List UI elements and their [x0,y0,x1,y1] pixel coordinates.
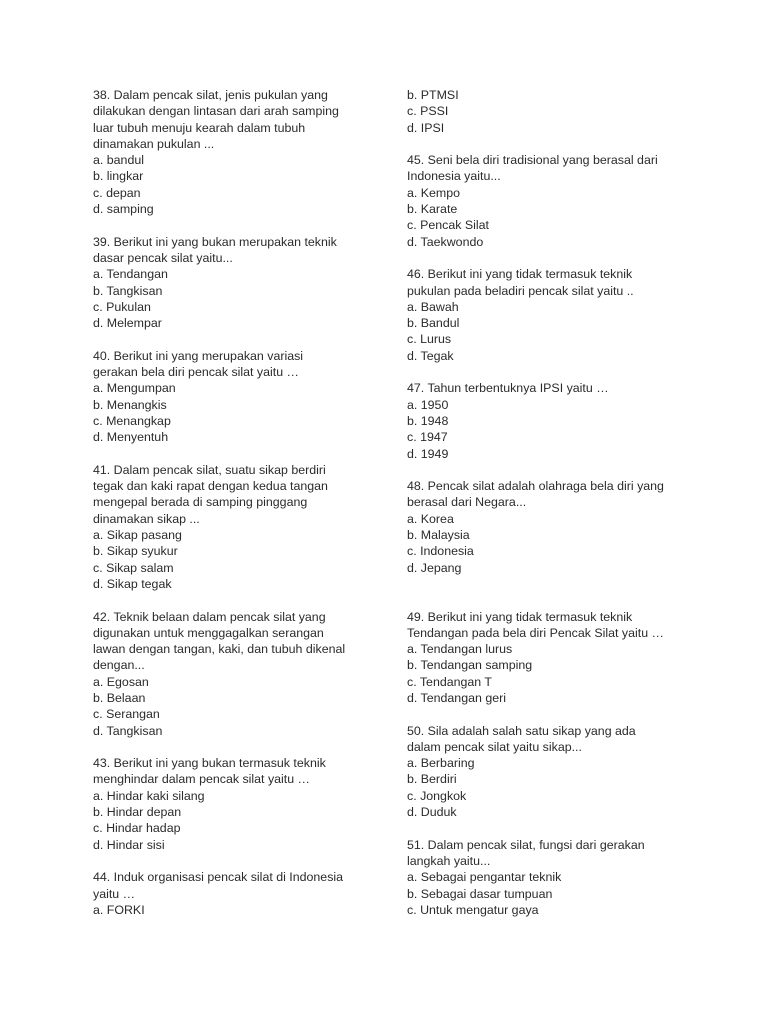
answer-option: b. Bandul [407,316,460,331]
question-text-line: 48. Pencak silat adalah olahraga bela diri yang [407,479,664,494]
question-45 [407,152,707,250]
question-text-line: dilakukan dengan lintasan dari arah samping [93,104,339,119]
question-text-line: 43. Berikut ini yang bukan termasuk teknik [93,756,326,771]
question-49 [407,609,707,707]
question-text-line: dengan... [93,658,145,673]
question-text-line: dasar pencak silat yaitu... [93,250,233,265]
answer-option: a. Tendangan [93,267,168,282]
answer-option: d. Menyentuh [93,430,169,445]
answer-option: a. Egosan [93,674,149,689]
answer-option: c. Untuk mengatur gaya [407,902,539,917]
question-text-line: mengepal berada di samping pinggang [93,495,308,510]
question-text-line: 42. Teknik belaan dalam pencak silat yang [93,609,326,624]
question-text-line: 40. Berikut ini yang merupakan variasi [93,348,304,363]
question-text-line: Tendangan pada bela diri Pencak Silat yaitu … [407,625,664,640]
question-text-line: Indonesia yaitu... [407,169,501,184]
question-50 [407,723,707,821]
answer-option: c. Indonesia [407,544,474,559]
question-text-line: 38. Dalam pencak silat, jenis pukulan yang [93,88,328,102]
question-text-line: 44. Induk organisasi pencak silat di Indonesia [93,870,344,885]
question-text-line: pukulan pada beladiri pencak silat yaitu .. [407,283,634,298]
question-text-line: yaitu … [93,886,136,901]
question-text-line: lawan dengan tangan, kaki, dan tubuh dikenal [93,642,346,657]
answer-option: d. Melempar [93,316,162,331]
answer-option: c. depan [93,185,141,200]
question-text-line: berasal dari Negara... [407,495,527,510]
answer-option: a. 1950 [407,397,449,412]
answer-option: a. Berbaring [407,756,475,771]
answer-option: d. Sikap tegak [93,576,172,591]
right-column [407,87,707,934]
question-text-line: 49. Berikut ini yang tidak termasuk teknik [407,609,633,624]
question-48 [407,478,707,576]
question-42 [93,609,383,739]
spacer [407,592,707,608]
question-text-line: 46. Berikut ini yang tidak termasuk teknik [407,267,633,282]
answer-option: d. Tegak [407,348,454,363]
question-text-line: 45. Seni bela diri tradisional yang berasal dari [407,153,658,168]
answer-option: b. Hindar depan [93,805,182,820]
question-44 [93,869,383,918]
answer-option: d. Tangkisan [93,723,163,738]
answer-option: c. PSSI [407,104,449,119]
answer-option: b. Berdiri [407,772,457,787]
answer-option: c. Lurus [407,332,452,347]
question-text-line: menghindar dalam pencak silat yaitu … [93,772,310,787]
answer-option: d. samping [93,202,154,217]
answer-option: b. 1948 [407,413,449,428]
answer-option: a. Korea [407,511,454,526]
answer-option: b. Tendangan samping [407,658,533,673]
question-text-line: digunakan untuk menggagalkan serangan [93,625,324,640]
answer-option: d. Hindar sisi [93,837,165,852]
answer-option: a. Tendangan lurus [407,642,513,657]
answer-option: a. Sebagai pengantar teknik [407,870,562,885]
answer-option: b. Sikap syukur [93,544,178,559]
question-text-line: dalam pencak silat yaitu sikap... [407,739,582,754]
answer-option: c. 1947 [407,430,448,445]
answer-option: d. Jepang [407,560,462,575]
answer-option: a. Mengumpan [93,381,176,396]
question-text-line: dinamakan sikap ... [93,511,200,526]
answer-option: d. IPSI [407,120,445,135]
answer-option: c. Serangan [93,707,160,722]
question-43 [93,755,383,853]
question-text-line: 50. Sila adalah salah satu sikap yang ada [407,723,636,738]
question-text-line: luar tubuh menuju kearah dalam tubuh [93,120,306,135]
answer-option: c. Menangkap [93,413,171,428]
answer-option: b. lingkar [93,169,144,184]
answer-option: b. PTMSI [407,88,459,102]
answer-option: c. Pukulan [93,299,151,314]
answer-option: b. Belaan [93,690,146,705]
answer-option: c. Hindar hadap [93,821,181,836]
answer-option: c. Tendangan T [407,674,492,689]
question-40 [93,348,383,446]
answer-option: d. Taekwondo [407,234,484,249]
question-47 [407,380,707,461]
answer-option: a. bandul [93,153,144,168]
answer-option: a. Bawah [407,299,459,314]
question-text-line: gerakan bela diri pencak silat yaitu … [93,365,299,380]
question-text-line: 47. Tahun terbentuknya IPSI yaitu … [407,381,609,396]
answer-option: b. Menangkis [93,397,167,412]
answer-option: d. Duduk [407,805,457,820]
question-text-line: 41. Dalam pencak silat, suatu sikap berdiri [93,462,326,477]
answer-option: a. Kempo [407,185,461,200]
answer-option: b. Malaysia [407,528,470,543]
answer-option: a. FORKI [93,902,145,917]
answer-option: b. Sebagai dasar tumpuan [407,886,553,901]
question-text-line: 39. Berikut ini yang bukan merupakan teknik [93,234,337,249]
question-51 [407,837,707,918]
question-41 [93,462,383,592]
question-text-line: tegak dan kaki rapat dengan kedua tangan [93,479,328,494]
answer-option: d. Tendangan geri [407,690,506,705]
answer-option: b. Tangkisan [93,283,163,298]
answer-option: d. 1949 [407,446,449,461]
question-text-line: langkah yaitu... [407,853,491,868]
answer-option: c. Sikap salam [93,560,174,575]
question-38 [93,87,383,217]
question-44-cont [407,87,707,136]
question-text-line: 51. Dalam pencak silat, fungsi dari gerakan [407,837,645,852]
answer-option: a. Hindar kaki silang [93,788,205,803]
answer-option: b. Karate [407,202,458,217]
answer-option: c. Pencak Silat [407,218,489,233]
question-text-line: dinamakan pukulan ... [93,136,215,151]
answer-option: a. Sikap pasang [93,528,182,543]
question-46 [407,266,707,364]
left-column [93,87,383,934]
answer-option: c. Jongkok [407,788,467,803]
question-39 [93,234,383,332]
